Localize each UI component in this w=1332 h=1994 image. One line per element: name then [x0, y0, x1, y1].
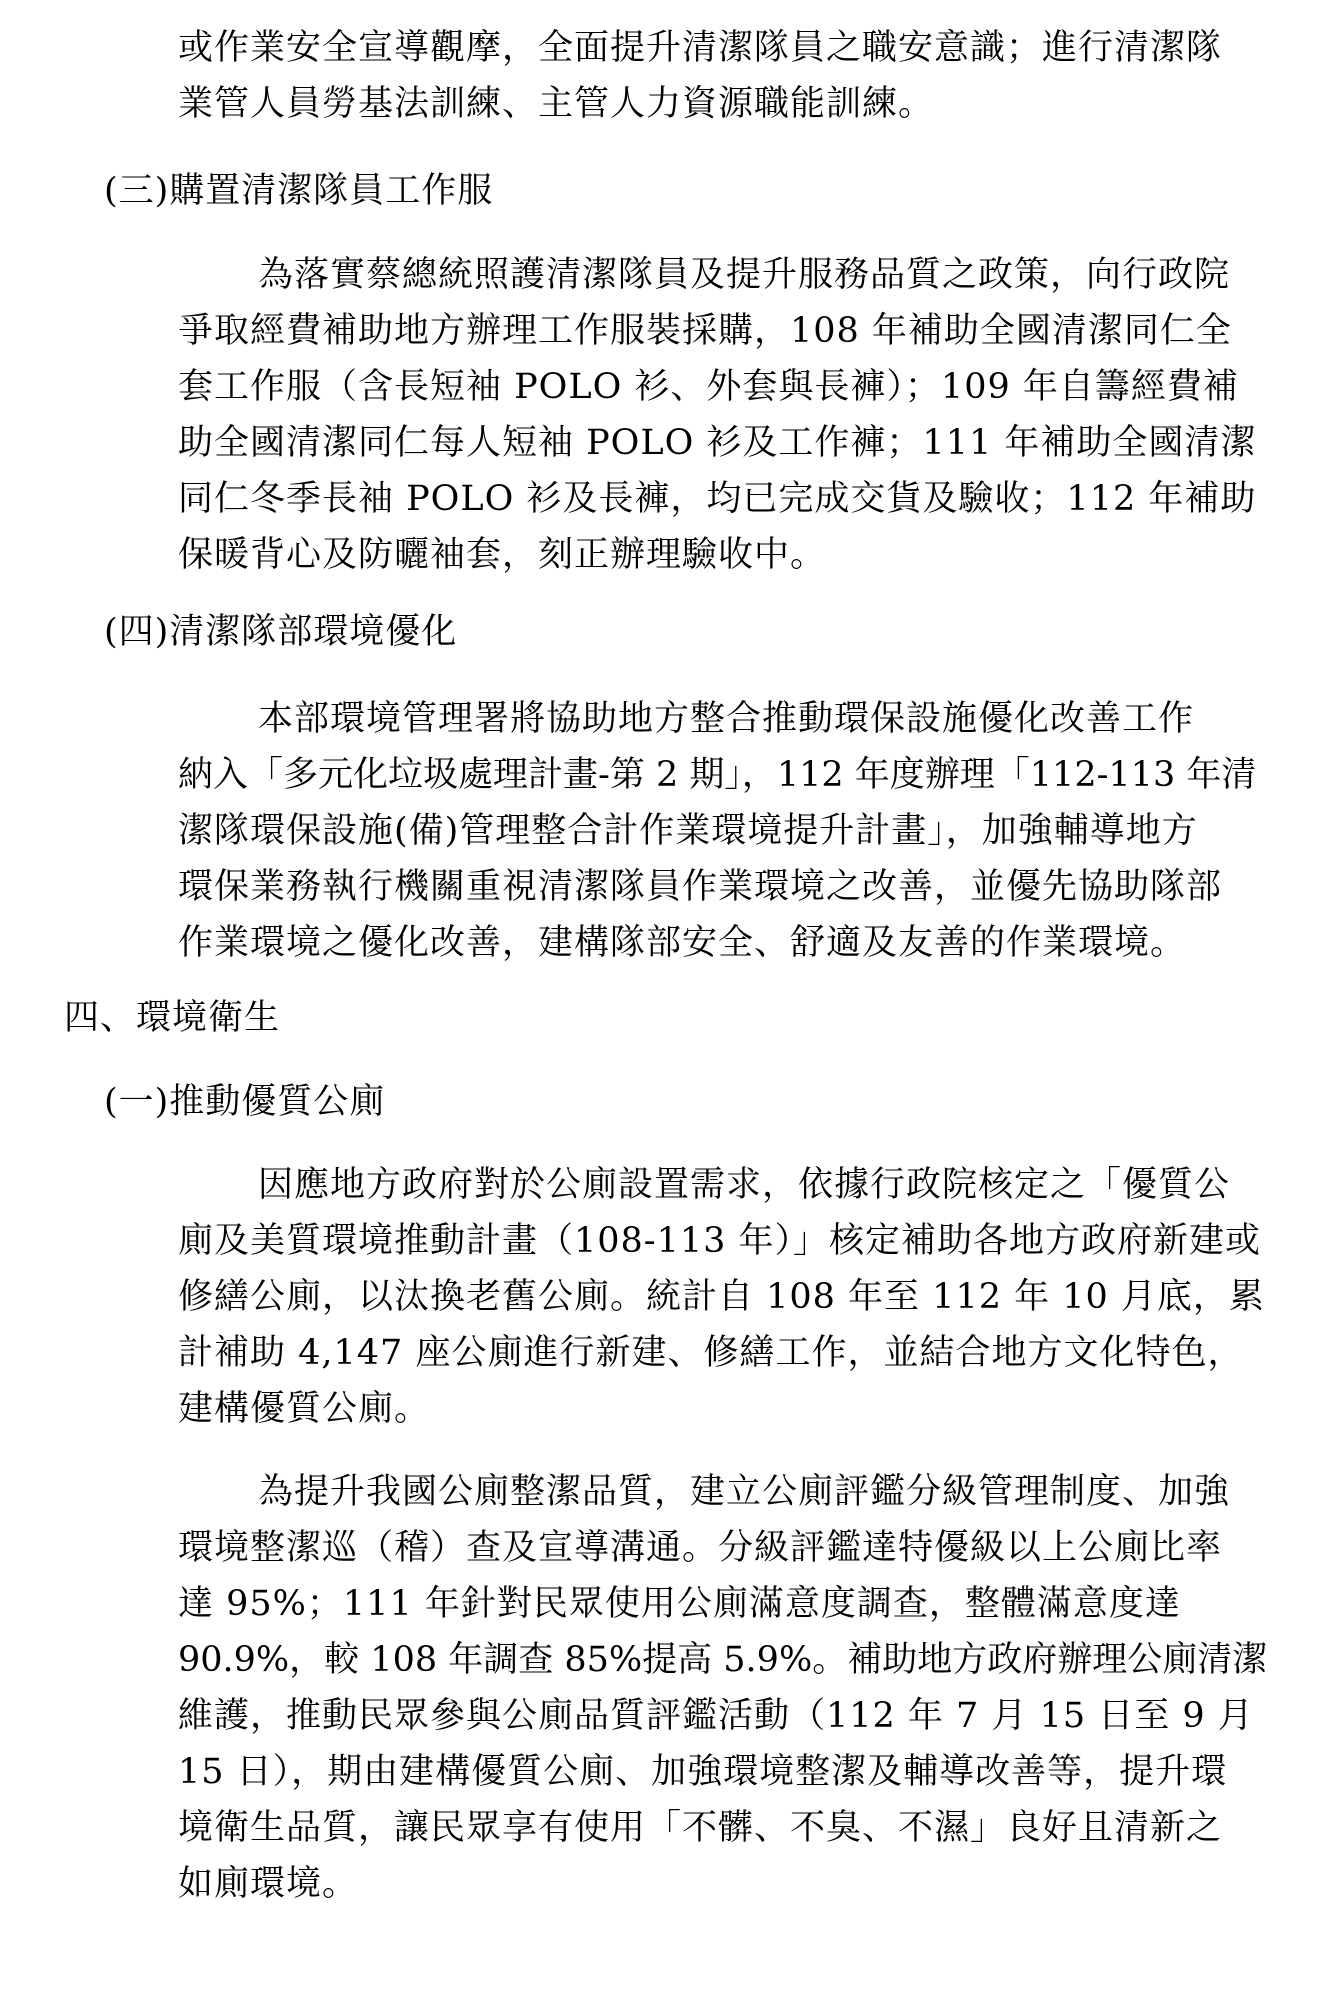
paragraph-line: 90.9%，較 108 年調查 85%提高 5.9%。補助地方政府辦理公廁清潔	[178, 1640, 1268, 1680]
paragraph-line: 套工作服（含長短袖 POLO 衫、外套與長褲）；109 年自籌經費補	[178, 367, 1239, 407]
intro-line: 或作業安全宣導觀摩，全面提升清潔隊員之職安意識；進行清潔隊	[178, 28, 1223, 68]
paragraph-line: 維護，推動民眾參與公廁品質評鑑活動（112 年 7 月 15 日至 9 月	[178, 1696, 1254, 1736]
paragraph-line: 助全國清潔同仁每人短袖 POLO 衫及工作褲；111 年補助全國清潔	[178, 423, 1257, 463]
paragraph-line: 作業環境之優化改善，建構隊部安全、舒適及友善的作業環境。	[178, 923, 1187, 963]
section-heading: (三)購置清潔隊員工作服	[104, 171, 494, 211]
paragraph-line: 潔隊環保設施(備)管理整合計作業環境提升計畫」，加強輔導地方	[178, 811, 1198, 851]
paragraph-line: 本部環境管理署將協助地方整合推動環保設施優化改善工作	[258, 699, 1195, 739]
paragraph-line: 為提升我國公廁整潔品質，建立公廁評鑑分級管理制度、加強	[258, 1472, 1231, 1512]
section-heading: (四)清潔隊部環境優化	[104, 612, 458, 652]
paragraph-line: 修繕公廁，以汰換老舊公廁。統計自 108 年至 112 年 10 月底，累	[178, 1277, 1265, 1317]
paragraph-line: 廁及美質環境推動計畫（108-113 年）」核定補助各地方政府新建或	[178, 1221, 1262, 1261]
paragraph-line: 為落實蔡總統照護清潔隊員及提升服務品質之政策，向行政院	[258, 255, 1231, 295]
paragraph-line: 建構優質公廁。	[178, 1389, 431, 1429]
paragraph-line: 納入「多元化垃圾處理計畫-第 2 期」，112 年度辦理「112-113 年清	[178, 755, 1257, 795]
chapter-heading: 四、環境衛生	[64, 998, 281, 1038]
paragraph-line: 環保業務執行機關重視清潔隊員作業環境之改善，並優先協助隊部	[178, 867, 1223, 907]
paragraph-line: 環境整潔巡（稽）查及宣導溝通。分級評鑑達特優級以上公廁比率	[178, 1528, 1223, 1568]
paragraph-line: 因應地方政府對於公廁設置需求，依據行政院核定之「優質公	[258, 1165, 1231, 1205]
section-heading: (一)推動優質公廁	[104, 1082, 386, 1122]
paragraph-line: 15 日），期由建構優質公廁、加強環境整潔及輔導改善等，提升環	[178, 1752, 1228, 1792]
paragraph-line: 達 95%；111 年針對民眾使用公廁滿意度調查，整體滿意度達	[178, 1584, 1181, 1624]
paragraph-line: 如廁環境。	[178, 1864, 359, 1904]
paragraph-line: 同仁冬季長袖 POLO 衫及長褲，均已完成交貨及驗收；112 年補助	[178, 479, 1257, 519]
paragraph-line: 境衛生品質，讓民眾享有使用「不髒、不臭、不濕」良好且清新之	[178, 1808, 1223, 1848]
paragraph-line: 爭取經費補助地方辦理工作服裝採購，108 年補助全國清潔同仁全	[178, 311, 1232, 351]
intro-line: 業管人員勞基法訓練、主管人力資源職能訓練。	[178, 84, 935, 124]
paragraph-line: 計補助 4,147 座公廁進行新建、修繕工作，並結合地方文化特色，	[178, 1333, 1244, 1373]
paragraph-line: 保暖背心及防曬袖套，刻正辦理驗收中。	[178, 535, 827, 575]
